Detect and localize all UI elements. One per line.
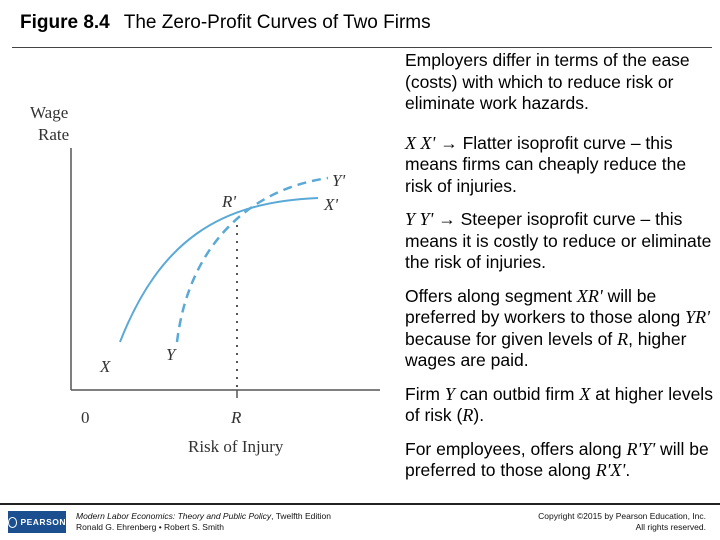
note-offers-text-2: will be preferred by workers to those along: [405, 285, 686, 327]
note-employees-symbol-2: R'X': [595, 460, 626, 480]
note-offers-symbol-1: XR': [576, 285, 603, 306]
pearson-logo: [8, 511, 66, 533]
isoprofit-curve-y: [177, 178, 328, 342]
pearson-logo-text: PEARSON: [20, 517, 66, 527]
note-outbid-text-1: Firm: [405, 383, 445, 404]
label-x-end: X': [324, 195, 339, 214]
note-yy-symbol: Y Y': [405, 209, 434, 229]
note-intro: Employers differ in terms of the ease (costs) with which to reduce risk or eliminate work hazards.: [405, 50, 690, 113]
label-x-start: X: [100, 357, 111, 376]
note-xx-text: → Flatter isoprofit curve – this means firms can cheaply reduce the risk of injuries.: [405, 132, 687, 196]
note-offers-text-3: because for given levels of: [405, 328, 618, 349]
note-flatter-curve: [405, 133, 715, 198]
note-outbid-symbol-1: Y: [444, 383, 455, 404]
note-employees-text-1: For employees, offers along: [405, 438, 627, 459]
note-offers-text-1: Offers along segment: [405, 285, 577, 306]
note-offers-symbol-3: R: [617, 328, 629, 349]
note-offers-symbol-2: YR': [685, 307, 711, 327]
footer-rights-line: All rights reserved.: [635, 522, 706, 532]
footer-citation: [76, 511, 331, 533]
note-outbid-symbol-3: R: [462, 405, 474, 425]
origin-label: 0: [81, 408, 90, 427]
footer-authors: Ronald G. Ehrenberg • Robert S. Smith: [76, 522, 225, 532]
x-axis-label: Risk of Injury: [188, 437, 284, 456]
footer-book-line: [76, 511, 331, 522]
footer-copyright-line: Copyright ©2015 by Pearson Education, Inc.: [538, 511, 706, 521]
label-y-end: Y': [332, 171, 346, 190]
r-tick-label: R: [231, 408, 242, 427]
y-axis-label-line1: Wage: [30, 103, 69, 122]
note-outbid-symbol-2: X: [579, 383, 591, 404]
y-axis-label-line2: Rate: [38, 125, 70, 144]
note-yy-text: → Steeper isoprofit curve – this means it is costly to reduce or eliminate the risk of injuries.: [405, 209, 712, 272]
footer-book-title: Modern Labor Economics: Theory and Public Policy: [76, 511, 272, 521]
label-intersection: R': [222, 192, 237, 211]
explanation-panel: [405, 50, 715, 494]
note-employees-symbol-1: R'Y': [626, 438, 656, 459]
note-offers-segment: [405, 286, 715, 372]
note-employees-text-2: will be preferred to those along: [405, 438, 709, 480]
note-outbid: [405, 384, 715, 427]
zero-profit-diagram: [0, 0, 400, 470]
footer-edition: , Twelfth Edition: [271, 511, 331, 521]
footer-divider: [0, 503, 720, 505]
figure-number: Figure 8.4: [20, 12, 110, 33]
note-outbid-text-4: ).: [473, 405, 485, 425]
pearson-seal-icon: [8, 517, 17, 528]
figure-name: The Zero-Profit Curves of Two Firms: [123, 12, 431, 33]
note-employees-text-3: .: [625, 460, 631, 480]
label-y-start: Y: [166, 345, 176, 364]
note-outbid-text-2: can outbid firm: [454, 383, 580, 404]
note-offers-text-4: , higher wages are paid.: [405, 328, 687, 370]
note-xx-symbol: X X': [405, 132, 436, 153]
note-steeper-curve: [405, 209, 715, 274]
note-employees: [405, 439, 715, 482]
isoprofit-curve-x: [120, 198, 318, 342]
note-outbid-text-3: at higher levels of risk (: [405, 383, 713, 425]
footer-copyright: [538, 511, 706, 533]
